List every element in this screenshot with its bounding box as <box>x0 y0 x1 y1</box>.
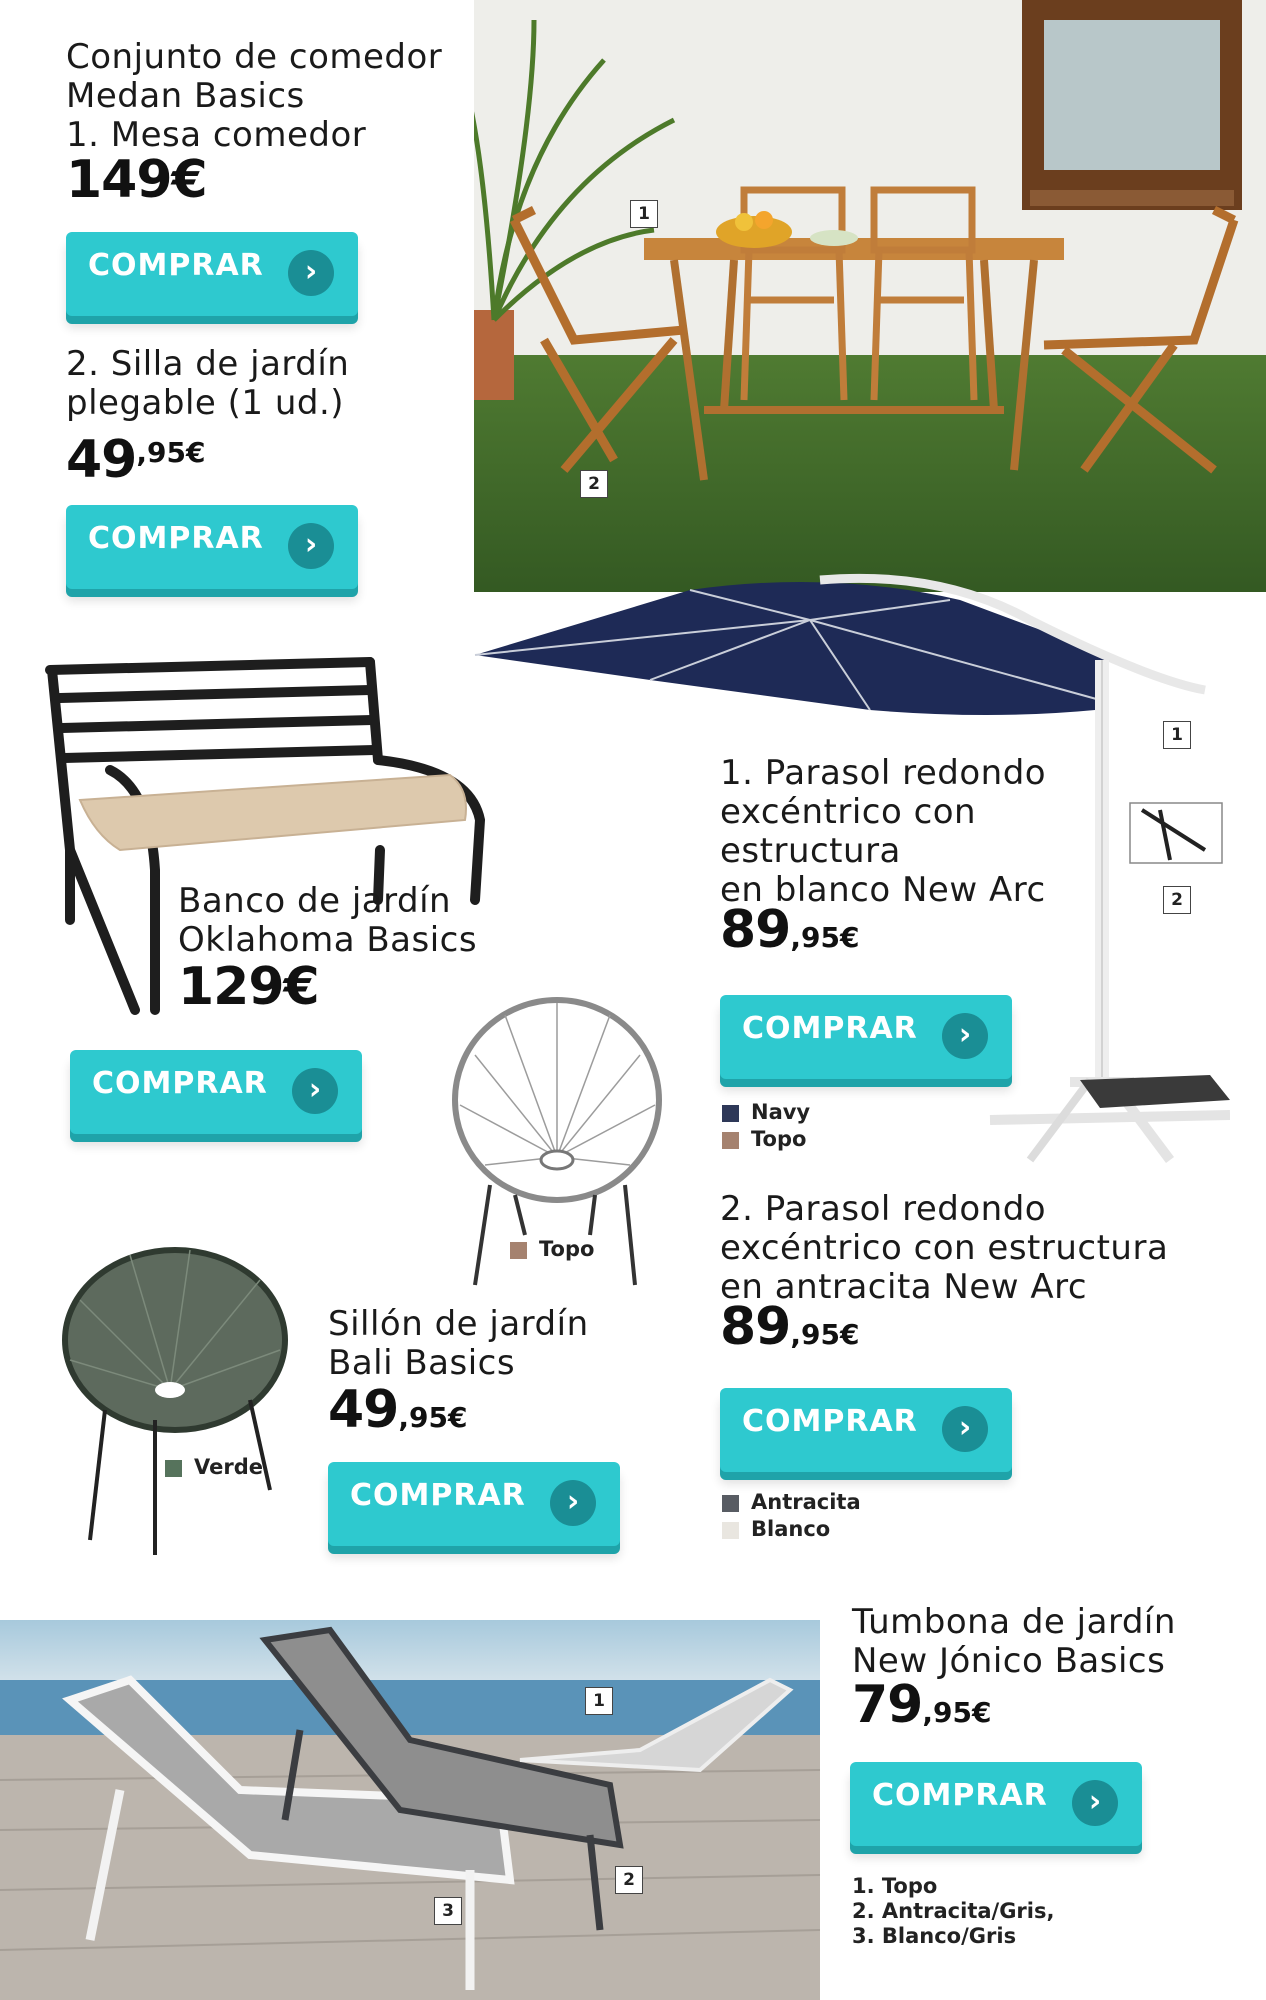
buy-button-label: COMPRAR <box>92 1066 268 1101</box>
navy-swatch <box>722 1105 739 1122</box>
buy-button-label: COMPRAR <box>742 1404 918 1439</box>
topo-swatch <box>722 1132 739 1149</box>
lounger-price-dec: ,95€ <box>922 1696 992 1729</box>
chevron-right-icon: › <box>288 250 334 296</box>
parasol2-title-line: en antracita New Arc <box>720 1267 1088 1307</box>
parasol1-title-line: en blanco New Arc <box>720 870 1046 910</box>
bench-price-value: 129€ <box>178 957 319 1017</box>
bench-title-line: Banco de jardín <box>178 881 452 921</box>
table-price <box>66 150 207 210</box>
color-option-verde[interactable] <box>165 1455 263 1479</box>
parasol2-title <box>720 1190 1168 1307</box>
chair-price-int: 49 <box>66 430 137 490</box>
armchair-price-dec: ,95€ <box>398 1401 468 1434</box>
armchair-title-line: Sillón de jardín <box>328 1304 589 1344</box>
buy-armchair-button[interactable] <box>328 1462 620 1546</box>
parasol1-title-line: estructura <box>720 831 901 871</box>
buy-button-label: COMPRAR <box>88 521 264 556</box>
color-label: Verde <box>194 1455 263 1479</box>
color-label: Antracita <box>751 1490 861 1514</box>
parasol2-price-dec: ,95€ <box>790 1318 860 1351</box>
parasol1-title-line: excéntrico con <box>720 792 977 832</box>
color-option-navy[interactable] <box>722 1100 810 1124</box>
buy-button-label: COMPRAR <box>350 1478 526 1513</box>
lounger-price <box>852 1675 991 1735</box>
color-label: Topo <box>751 1127 807 1151</box>
parasol1-price <box>720 900 859 960</box>
color-label: Navy <box>751 1100 811 1124</box>
lounger-variant-list <box>852 1874 1054 1949</box>
buy-parasol1-button[interactable] <box>720 995 1012 1079</box>
color-label: Blanco <box>751 1517 831 1541</box>
verde-swatch <box>165 1460 182 1477</box>
dining-set-photo <box>474 0 1266 592</box>
armchair-title-line: Bali Basics <box>328 1343 516 1383</box>
chevron-right-icon: › <box>942 1406 988 1452</box>
chevron-right-icon: › <box>292 1068 338 1114</box>
photo-tag: 1 <box>1163 721 1191 749</box>
chair-title-line: plegable (1 ud.) <box>66 383 345 423</box>
parasol1-title <box>720 754 1046 910</box>
color-option-blanco[interactable] <box>722 1517 830 1541</box>
parasol1-price-int: 89 <box>720 900 791 960</box>
parasol2-price <box>720 1297 859 1357</box>
buy-chair-button[interactable] <box>66 505 358 589</box>
dining-title-line: Conjunto de comedor <box>66 37 443 77</box>
parasol1-price-dec: ,95€ <box>790 921 860 954</box>
parasol2-price-int: 89 <box>720 1297 791 1357</box>
topo-swatch <box>510 1242 527 1259</box>
buy-button-label: COMPRAR <box>872 1778 1048 1813</box>
lounger-photo <box>0 1620 820 2000</box>
color-option-topo[interactable] <box>510 1237 594 1261</box>
variant-item: 2. Antracita/Gris, <box>852 1899 1055 1923</box>
armchair-price <box>328 1380 467 1440</box>
color-label: Topo <box>539 1237 595 1261</box>
chevron-right-icon: › <box>550 1480 596 1526</box>
chair-title <box>66 345 349 423</box>
table-price-value: 149€ <box>66 150 207 210</box>
chair-price-dec: ,95€ <box>136 436 206 469</box>
dining-title-line: Medan Basics <box>66 76 305 116</box>
parasol2-title-line: excéntrico con estructura <box>720 1228 1169 1268</box>
chevron-right-icon: › <box>942 1013 988 1059</box>
lounger-title-line: New Jónico Basics <box>852 1641 1166 1681</box>
lounger-price-int: 79 <box>852 1675 923 1735</box>
buy-button-label: COMPRAR <box>742 1011 918 1046</box>
dining-title-line: 1. Mesa comedor <box>66 115 367 155</box>
color-option-antracita[interactable] <box>722 1490 861 1514</box>
chair-price <box>66 430 205 490</box>
chevron-right-icon: › <box>1072 1780 1118 1826</box>
buy-bench-button[interactable] <box>70 1050 362 1134</box>
photo-tag: 2 <box>1163 886 1191 914</box>
buy-lounger-button[interactable] <box>850 1762 1142 1846</box>
bench-title <box>178 882 477 960</box>
buy-parasol2-button[interactable] <box>720 1388 1012 1472</box>
photo-tag: 2 <box>615 1866 643 1894</box>
parasol1-title-line: 1. Parasol redondo <box>720 753 1047 793</box>
bench-price <box>178 957 319 1017</box>
chair-title-line: 2. Silla de jardín <box>66 344 350 384</box>
lounger-title-line: Tumbona de jardín <box>852 1602 1176 1642</box>
photo-tag: 2 <box>580 470 608 498</box>
color-option-topo[interactable] <box>722 1127 806 1151</box>
armchair-title <box>328 1305 589 1383</box>
dining-title <box>66 38 442 155</box>
armchair-verde-photo <box>60 1240 300 1560</box>
buy-table-button[interactable] <box>66 232 358 316</box>
photo-tag: 1 <box>630 200 658 228</box>
bench-title-line: Oklahoma Basics <box>178 920 478 960</box>
variant-item: 3. Blanco/Gris <box>852 1924 1017 1948</box>
parasol2-title-line: 2. Parasol redondo <box>720 1189 1047 1229</box>
variant-item: 1. Topo <box>852 1874 938 1898</box>
armchair-price-int: 49 <box>328 1380 399 1440</box>
chevron-right-icon: › <box>288 523 334 569</box>
lounger-title <box>852 1603 1176 1681</box>
blanco-swatch <box>722 1522 739 1539</box>
buy-button-label: COMPRAR <box>88 248 264 283</box>
photo-tag: 1 <box>585 1687 613 1715</box>
antracita-swatch <box>722 1495 739 1512</box>
photo-tag: 3 <box>434 1897 462 1925</box>
